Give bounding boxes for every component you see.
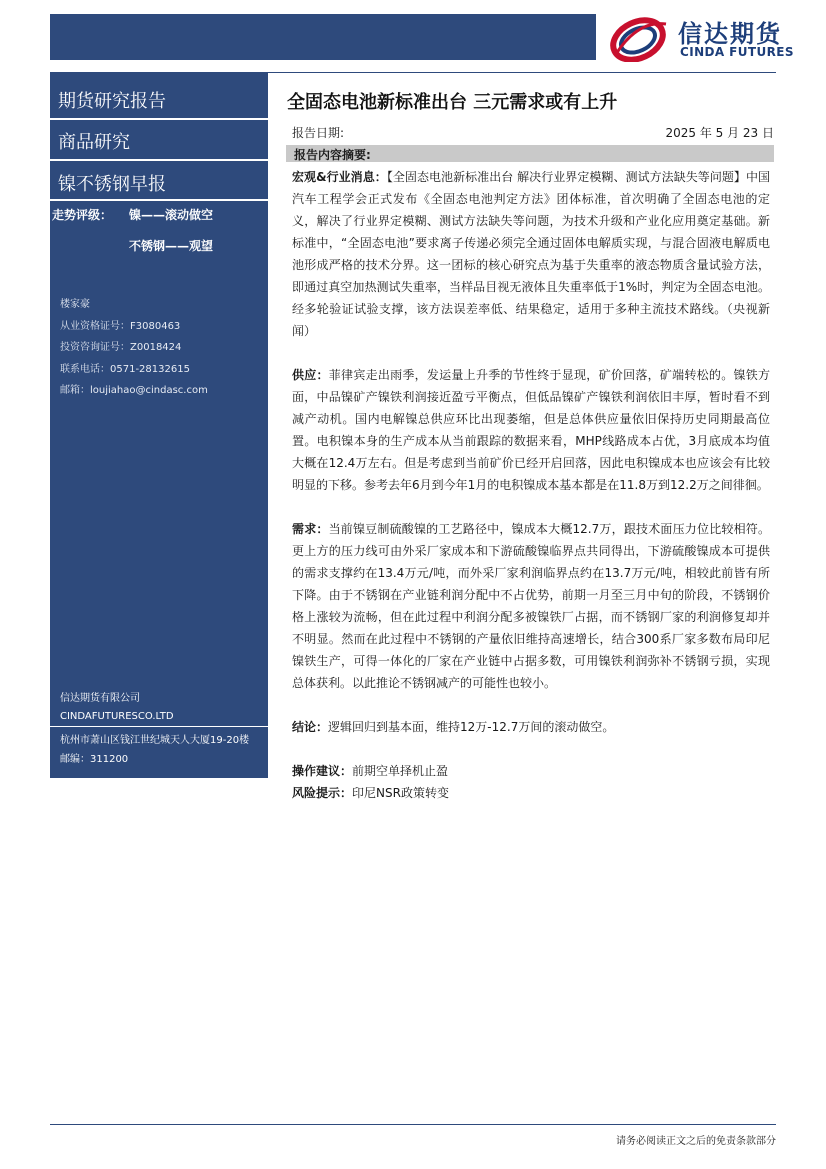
- operation-label: 操作建议：: [292, 764, 353, 778]
- report-name: 镍不锈钢早报: [58, 174, 166, 195]
- phone-line: [60, 360, 190, 375]
- bottom-divider: [50, 1124, 776, 1125]
- summary-label: 报告内容摘要:: [294, 148, 371, 162]
- qualification-line: [60, 317, 180, 332]
- macro-text: 【全固态电池新标准出台 解决行业界定模糊、测试方法缺失等问题】中国汽车工程学会正式发布《全固态电池判定方法》团体标准，首次明确了全固态电池的定义，解决了行业界定模糊、测试方法缺失等问题，为技术升级和产业化应用奠定基础。新标准中，“全固态电池”要求离子传递必须完全通过固体电解质实现，与混合固液电解质电池形成严格的技术分界。这一团标的核心研究点为基于失重率的液态物质含量试验方法，即通过真空加热测试失重率，当样品目视无液体且失重率低于1%时，判定为全固态电池。经多轮验证试验支撑，该方法误差率低、结果稳定，适用于多种主流技术路线。（央视新闻）: [292, 170, 770, 338]
- supply-label: 供应：: [292, 368, 329, 382]
- operation-text: 前期空单择机止盈: [352, 764, 449, 778]
- footer-disclaimer: 请务必阅读正文之后的免责条款部分: [616, 1136, 776, 1147]
- risk-label: 风险提示：: [292, 786, 353, 800]
- analyst-name: 楼家豪: [60, 299, 90, 310]
- report-date: 2025 年 5 月 23 日: [665, 126, 774, 140]
- email-address[interactable]: loujiahao@cindasc.com: [90, 385, 208, 396]
- consulting-line: [60, 338, 181, 353]
- demand-text: 当前镍豆制硫酸镍的工艺路径中，镍成本大概12.7万，跟技术面压力位比较相符。更上方的压力线可由外采厂家成本和下游硫酸镍临界点共同得出，下游硫酸镍成本可提供的需求支撑约在13.4万元/吨，而外采厂家利润临界点约在13.7万元/吨，相较此前皆有所下降。由于不锈钢在产业链利润分配中不占优势，前期一月至三月中旬的阶段，不锈钢价格上涨较为流畅，但在此过程中利润分配多被镍铁厂占据，而不锈钢厂家的利润修复却并不明显。然而在此过程中不锈钢的产量依旧维持高速增长，结合300系厂家多数布局印尼镍铁生产，可得一体化的厂家在产业链中占据多数，可用镍铁利润弥补不锈钢亏损，实现总体获利。以此推论不锈钢减产的可能性也较小。: [292, 522, 770, 690]
- company-address: 杭州市萧山区钱江世纪城天人大厦19-20楼: [60, 735, 250, 746]
- cinda-swoosh-icon: [608, 14, 672, 62]
- summary-header: [286, 145, 774, 162]
- supply-paragraph: [292, 364, 770, 496]
- email-line: [60, 381, 208, 396]
- risk-text: 印尼NSR政策转变: [352, 786, 449, 800]
- sidebar-divider: [50, 159, 268, 161]
- rating-label: 走势评级：: [52, 208, 113, 222]
- brand-logo: [608, 14, 798, 62]
- macro-label: 宏观&行业消息：: [292, 170, 387, 184]
- page-title: 全固态电池新标准出台 三元需求或有上升: [287, 92, 618, 113]
- sidebar-divider: [50, 726, 268, 727]
- postcode-line: [60, 750, 128, 765]
- qualification-no: F3080463: [130, 321, 181, 332]
- macro-paragraph: [292, 166, 770, 342]
- header-bar: [50, 14, 596, 60]
- supply-text: 菲律宾走出雨季，发运量上升季的节性终于显现，矿价回落，矿端转松的。镍铁方面，中品镍矿产镍铁利润接近盈亏平衡点，但低品镍矿产镍铁利润依旧丰厚，暂时看不到减产动机。国内电解镍总供应环比出现萎缩，但是总体供应量依旧保持历史同期最高位置。电积镍本身的生产成本从当前跟踪的数据来看，MHP线路成本占优，3月底成本均值大概在12.4万左右。但是考虑到当前矿价已经开启回落，因此电积镍成本也应该会有比较明显的下移。参考去年6月到今年1月的电积镍成本基本都是在11.8万到12.2万之间徘徊。: [292, 368, 770, 492]
- brand-name-cn: 信达期货: [678, 20, 782, 48]
- phone-label: 联系电话：: [60, 364, 110, 375]
- operation-paragraph: [292, 760, 770, 782]
- company-name-cn: 信达期货有限公司: [60, 693, 140, 704]
- consulting-no: Z0018424: [130, 342, 182, 353]
- qualification-label: 从业资格证号：: [60, 321, 130, 332]
- rating-nickel: 镍——滚动做空: [129, 208, 214, 222]
- company-name-en: CINDAFUTURESCO.LTD: [60, 711, 174, 722]
- sidebar-divider: [50, 118, 268, 120]
- consulting-label: 投资咨询证号：: [60, 342, 130, 353]
- phone-number: 0571-28132615: [110, 364, 190, 375]
- sidebar: [50, 73, 268, 778]
- conclusion-label: 结论：: [292, 720, 329, 734]
- demand-label: 需求：: [292, 522, 329, 536]
- postcode: 311200: [90, 754, 129, 765]
- conclusion-paragraph: [292, 716, 770, 738]
- conclusion-text: 逻辑回归到基本面，维持12万-12.7万间的滚动做空。: [328, 720, 615, 734]
- demand-paragraph: [292, 518, 770, 694]
- rating-stainless: 不锈钢——观望: [129, 239, 214, 253]
- risk-paragraph: [292, 782, 770, 804]
- report-type: 期货研究报告: [58, 91, 166, 112]
- report-content: [292, 166, 770, 804]
- brand-name-en: CINDA FUTURES: [680, 45, 794, 59]
- report-date-label: 报告日期:: [292, 126, 345, 140]
- email-label: 邮箱：: [60, 385, 90, 396]
- sidebar-divider: [50, 199, 268, 201]
- report-category: 商品研究: [58, 132, 130, 153]
- postcode-label: 邮编：: [60, 754, 90, 765]
